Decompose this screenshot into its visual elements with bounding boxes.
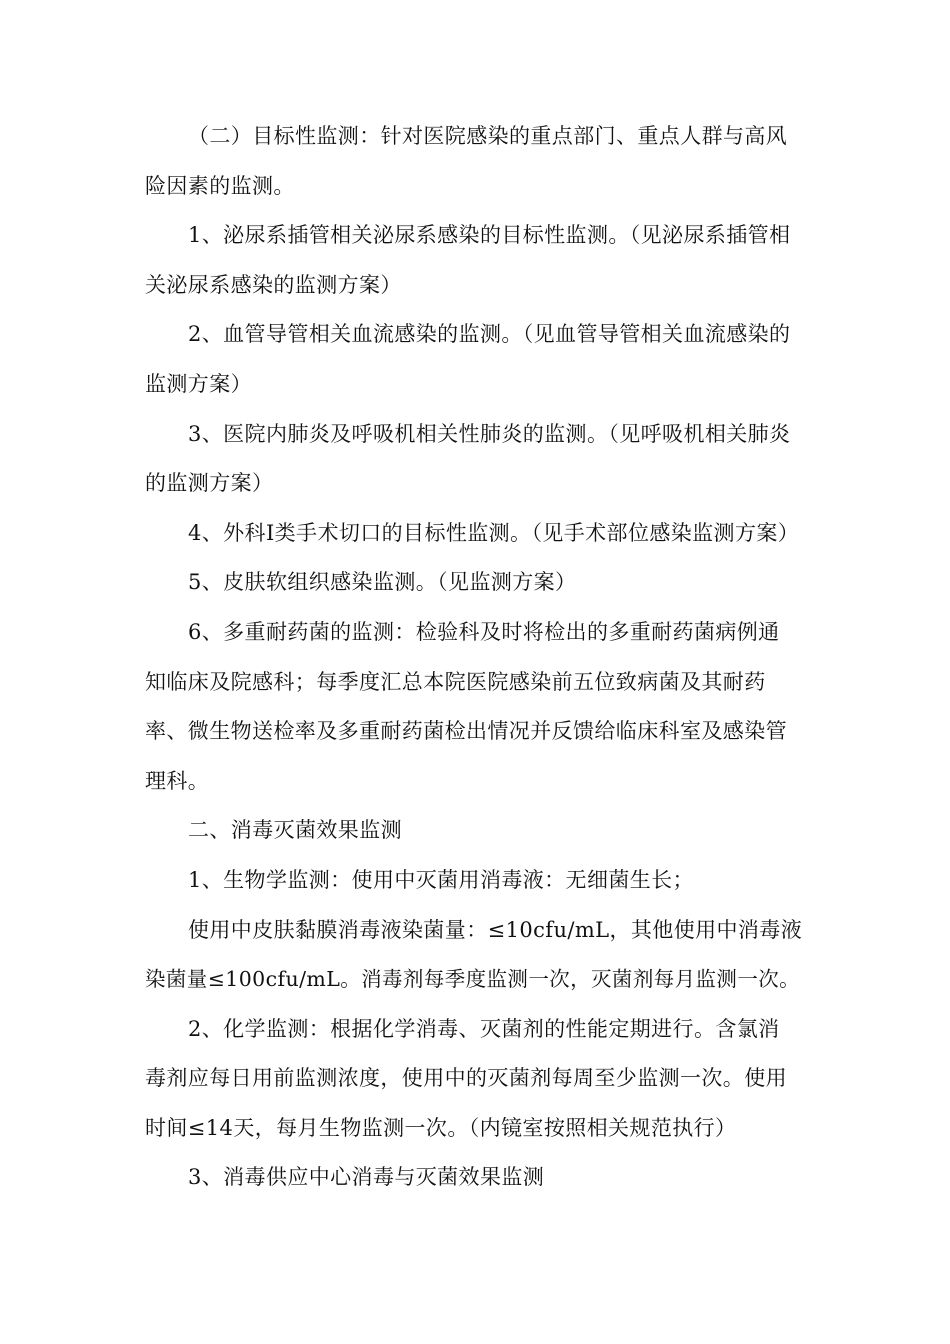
paragraph-line: 染菌量≤100cfu/mL。消毒剂每季度监测一次，灭菌剂每月监测一次。	[145, 967, 801, 992]
paragraph-line: 的监测方案）	[145, 471, 274, 496]
paragraph-line: 6、多重耐药菌的监测：检验科及时将检出的多重耐药菌病例通	[188, 619, 780, 644]
paragraph-line: 理科。	[145, 768, 210, 793]
paragraph-line: 3、医院内肺炎及呼吸机相关性肺炎的监测。（见呼吸机相关肺炎	[188, 421, 791, 446]
paragraph-line: 4、外科Ⅰ类手术切口的目标性监测。（见手术部位感染监测方案）	[188, 520, 800, 545]
paragraph-line: 毒剂应每日用前监测浓度，使用中的灭菌剂每周至少监测一次。使用	[145, 1066, 787, 1091]
paragraph-line: （二）目标性监测：针对医院感染的重点部门、重点人群与高风	[188, 124, 788, 148]
paragraph-line: 2、血管导管相关血流感染的监测。（见血管导管相关血流感染的	[188, 322, 791, 347]
paragraph-line: 2、化学监测：根据化学消毒、灭菌剂的性能定期进行。含氯消	[188, 1016, 780, 1041]
paragraph-line: 时间≤14天，每月生物监测一次。（内镜室按照相关规范执行）	[145, 1115, 737, 1140]
paragraph-line: 5、皮肤软组织感染监测。（见监测方案）	[188, 570, 577, 595]
document-body	[145, 112, 809, 1203]
paragraph-line: 知临床及院感科；每季度汇总本院医院感染前五位致病菌及其耐药	[145, 669, 766, 694]
paragraph-line: 使用中皮肤黏膜消毒液染菌量：≤10cfu/mL，其他使用中消毒液	[188, 917, 803, 942]
paragraph-line: 3、消毒供应中心消毒与灭菌效果监测	[188, 1165, 545, 1190]
paragraph-line: 1、泌尿系插管相关泌尿系感染的目标性监测。（见泌尿系插管相	[188, 223, 791, 248]
paragraph-line: 关泌尿系感染的监测方案）	[145, 272, 402, 297]
paragraph-line: 1、生物学监测：使用中灭菌用消毒液：无细菌生长；	[188, 867, 694, 892]
paragraph-line: 监测方案）	[145, 371, 252, 396]
paragraph-line: 率、微生物送检率及多重耐药菌检出情况并反馈给临床科室及感染管	[145, 719, 787, 744]
section-heading: 二、消毒灭菌效果监测	[188, 818, 402, 843]
paragraph-line: 险因素的监测。	[145, 173, 295, 198]
